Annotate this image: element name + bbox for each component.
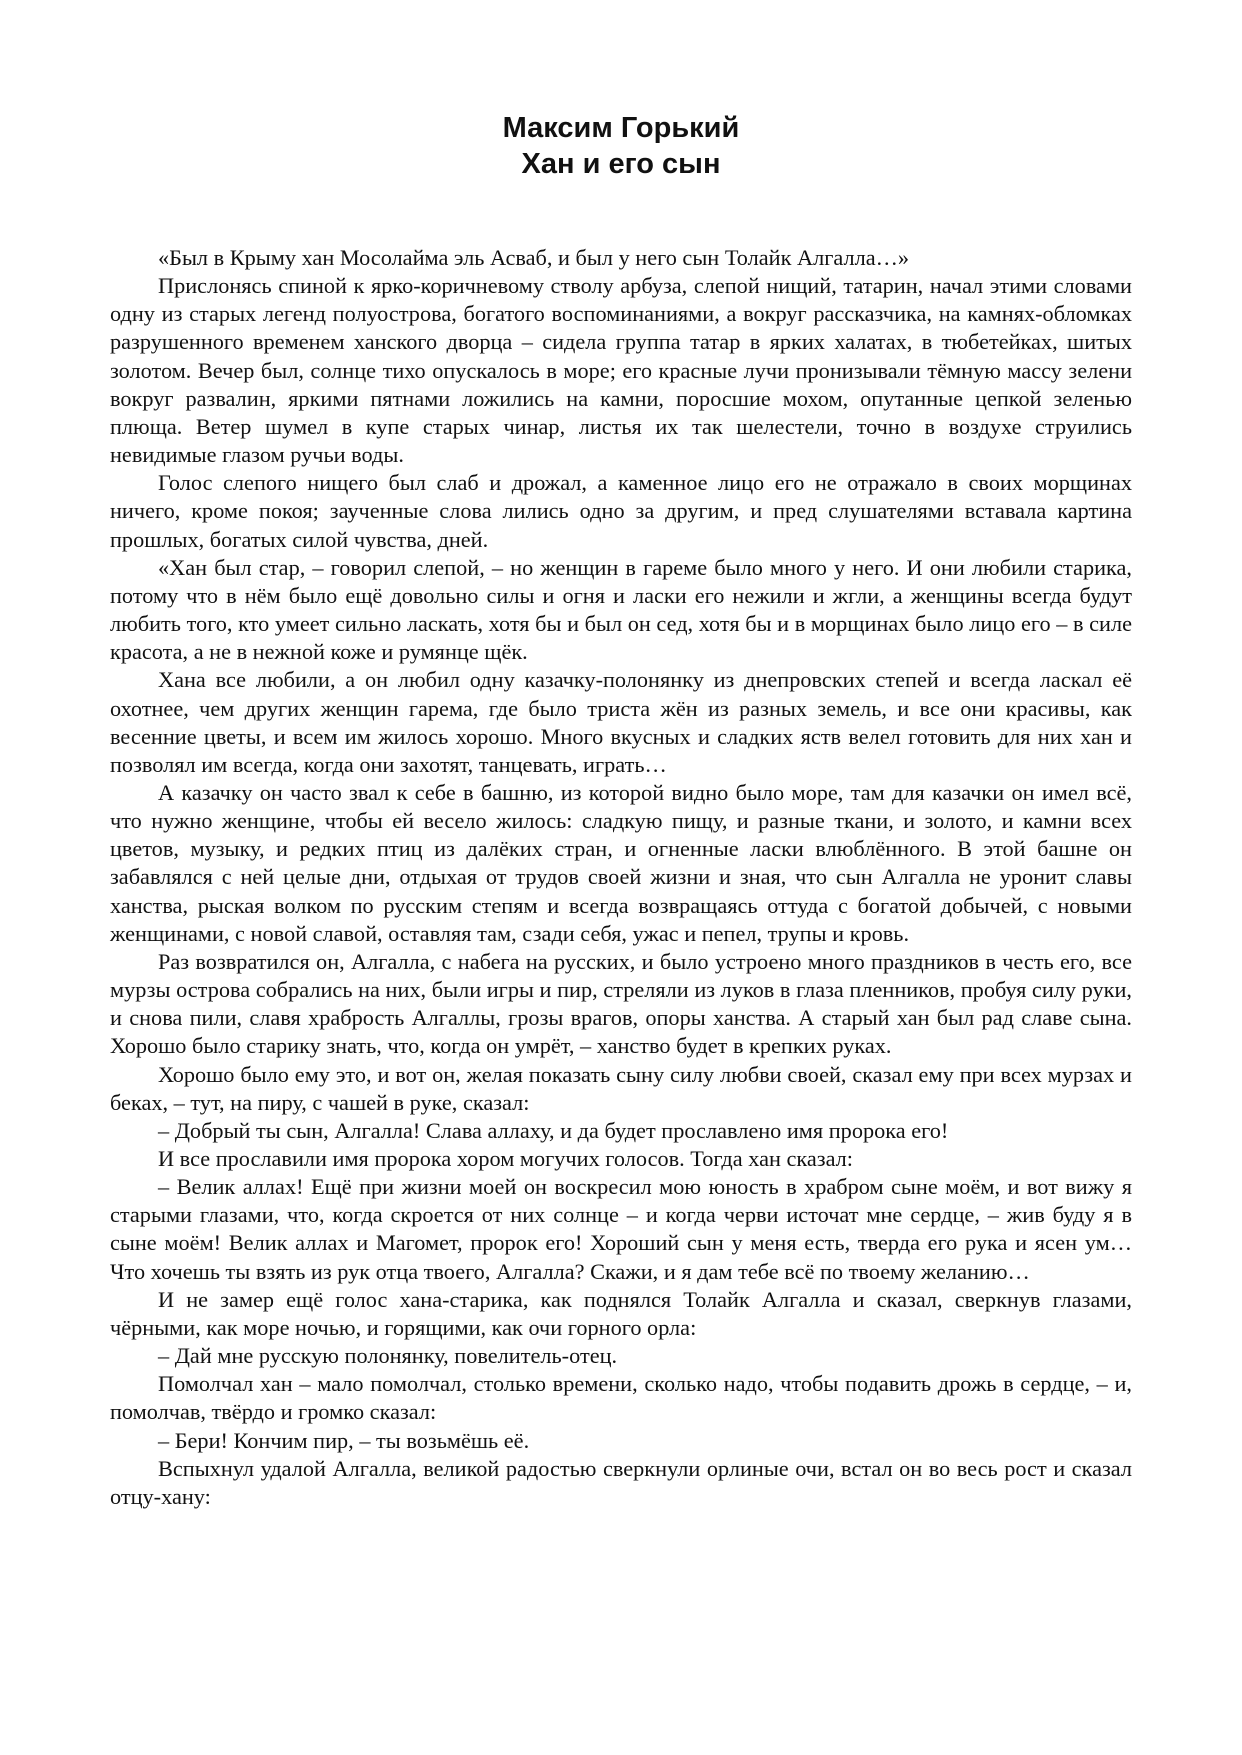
paragraph: Хорошо было ему это, и вот он, желая показать сыну силу любви своей, сказал ему при всех мурзах и беках, – тут, на пиру, с чашей в руке, сказал: [110, 1061, 1132, 1115]
paragraph: Вспыхнул удалой Алгалла, великой радостью сверкнули орлиные очи, встал он во весь рост и сказал отцу-хану: [110, 1455, 1132, 1509]
paragraph: – Велик аллах! Ещё при жизни моей он воскресил мою юность в храбром сыне моём, и вот вижу я старыми глазами, что, когда скроется от них солнце – и когда черви источат мне сердце, – жив буду я в сыне моём! Велик аллах и Магомет, пророк его! Хороший сын у меня есть, тверда его рука и ясен ум… Что хочешь ты взять из рук отца твоего, Алгалла? Скажи, и я дам тебе всё по твоему желанию… [110, 1174, 1132, 1284]
paragraph: И не замер ещё голос хана-старика, как поднялся Толайк Алгалла и сказал, сверкнув глазами, чёрными, как море ночью, и горящими, как очи горного орла: [110, 1286, 1132, 1340]
paragraph: Хана все любили, а он любил одну казачку-полонянку из днепровских степей и всегда ласкал её охотнее, чем других женщин гарема, где было триста жён из разных земель, и все они красивы, как весенние цветы, и всем им жилось хорошо. Много вкусных и сладких яств велел готовить для них хан и позволял им всегда, когда они захотят, танцевать, играть… [110, 667, 1132, 777]
paragraph: – Добрый ты сын, Алгалла! Слава аллаху, и да будет прославлено имя пророка его! [158, 1117, 949, 1143]
paragraph: Помолчал хан – мало помолчал, столько времени, сколько надо, чтобы подавить дрожь в сердце, – и, помолчав, твёрдо и громко сказал: [110, 1371, 1132, 1425]
author-name: Максим Горький [502, 112, 740, 144]
body-text [110, 244, 1132, 1511]
paragraph: А казачку он часто звал к себе в башню, из которой видно было море, там для казачки он имел всё, что нужно женщине, чтобы ей весело жилось: сладкую пищу, и разные ткани, и золото, и камни всех цветов, музыку, и редких птиц из далёких стран, и огненные ласки влюблённого. В этой башне он забавлялся с ней целые дни, отдыхая от трудов своей жизни и зная, что сын Алгалла не уронит славы ханства, рыская волком по русским степям и всегда возвращаясь оттуда с богатой добычей, с новыми женщинами, с новой славой, оставляя там, сзади себя, ужас и пепел, трупы и кровь. [110, 779, 1132, 946]
paragraph: «Был в Крыму хан Мосолайма эль Асваб, и был у него сын Толайк Алгалла…» [158, 245, 910, 270]
paragraph: «Хан был стар, – говорил слепой, – но женщин в гареме было много у него. И они любили старика, потому что в нём было ещё довольно силы и огня и ласки его нежили и жгли, а женщины всегда будут любить того, кто умеет сильно ласкать, хотя бы и был он сед, хотя бы и в морщинах было лицо его – в силе красота, а не в нежной коже и румянце щёк. [110, 554, 1132, 665]
paragraph: – Бери! Кончим пир, – ты возьмёшь её. [158, 1427, 530, 1453]
story-title: Хан и его сын [521, 148, 721, 180]
paragraph: Раз возвратился он, Алгалла, с набега на русских, и было устроено много праздников в честь его, все мурзы острова собрались на них, были игры и пир, стреляли из луков в глаза пленников, пробуя силу руки, и снова пили, славя храбрость Алгаллы, грозы врагов, опоры ханства. А старый хан был рад славе сына. Хорошо было старику знать, что, когда он умрёт, – ханство будет в крепких руках. [110, 948, 1132, 1059]
paragraph: Прислонясь спиной к ярко-коричневому стволу арбуза, слепой нищий, татарин, начал этими словами одну из старых легенд полуострова, богатого воспоминаниями, а вокруг рассказчика, на камнях-обломках разрушенного временем ханского дворца – сидела группа татар в ярких халатах, в тюбетейках, шитых золотом. Вечер был, солнце тихо опускалось в море; его красные лучи пронизывали тёмную массу зелени вокруг развалин, яркими пятнами ложились на камни, поросшие мохом, опутанные цепкой зеленью плюща. Ветер шумел в купе старых чинар, листья их так шелестели, точно в воздухе струились невидимые глазом ручьи воды. [110, 273, 1132, 468]
paragraph: И все прославили имя пророка хором могучих голосов. Тогда хан сказал: [158, 1146, 854, 1171]
paragraph: – Дай мне русскую полонянку, повелитель-отец. [158, 1343, 618, 1369]
paragraph: Голос слепого нищего был слаб и дрожал, а каменное лицо его не отражало в своих морщинах ничего, кроме покоя; заученные слова лились одно за другим, и пред слушателями вставала картина прошлых, богатых силой чувства, дней. [110, 470, 1132, 552]
title-block [0, 110, 1242, 182]
